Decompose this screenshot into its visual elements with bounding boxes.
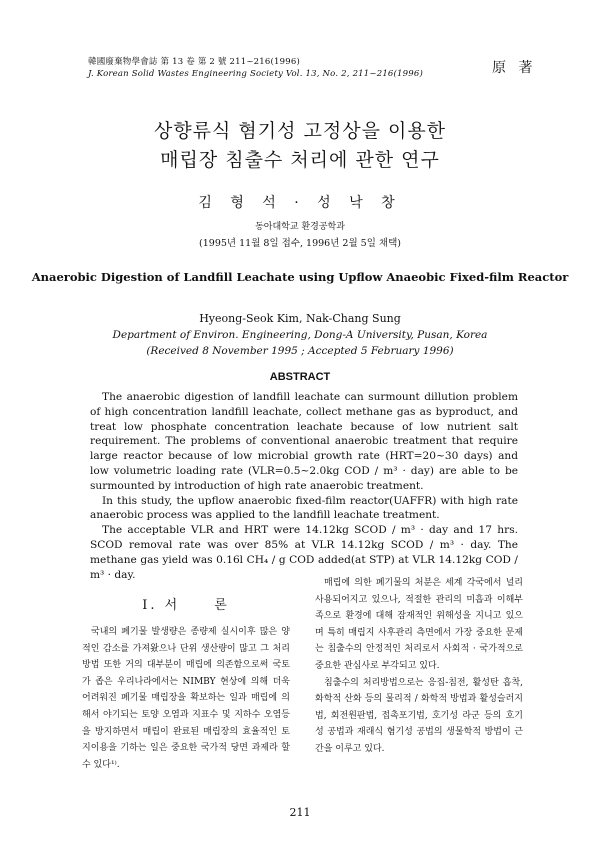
journal-citation-ko: 韓國廢棄物學會誌 第 13 卷 第 2 號 211~216(1996) [88,57,300,67]
section-number: I. 서 [142,598,181,613]
body-column-right [315,575,523,758]
abstract-paragraph: The acceptable VLR and HRT were 14.12kg SCOD / m³ · day and 17 hrs. SCOD removal rate was over 85% at VLR 14.12kg SCOD / m³ · day. The methane gas yield was 0.16l CH₄ / g COD added(at STP) at VLR 14.12kg COD / m³ · day. [90,524,518,581]
received-dates-en: (Received 8 November 1995 ; Accepted 5 February 1996) [146,345,454,357]
body-paragraph: 매립에 의한 폐기물의 처분은 세계 각국에서 널리 사용되어지고 있으나, 적절한 관리의 미흡과 이해부족으로 환경에 대해 잠재적인 위해성을 지니고 있으며 특히 매립지 사후관리 측면에서 가장 중요한 문제는 침출수의 안정적인 처리로서 사회적 · 국가적으로 중요한 관심사로 부각되고 있다. [315,578,523,671]
abstract-paragraph: In this study, the upflow anaerobic fixed-film reactor(UAFFR) with high rate anaerobic process was applied to the landfill leachate treatment. [90,494,518,522]
journal-header [88,56,423,80]
abstract-heading: ABSTRACT [269,371,331,383]
article-type-tag: 原 著 [492,60,537,76]
authors-ko: 김 형 석 · 성 낙 창 [198,195,402,211]
section-word: 론 [214,598,230,613]
authors-en: Hyeong-Seok Kim, Nak-Chang Sung [199,312,401,325]
body-paragraph: 침출수의 처리방법으로는 응집-침전, 활성탄 흡착, 화학적 산화 등의 물리적 / 화학적 방법과 활성슬러지법, 회전원판법, 접촉포기법, 호기성 라군 등의 호기성 공법과 재래식 혐기성 공법의 생물학적 방법이 근간을 이루고 있다. [315,677,523,754]
department-en: Department of Environ. Engineering, Dong-A University, Pusan, Korea [112,329,488,341]
dates-ko: (1995년 11월 8일 접수, 1996년 2월 5일 채택) [199,238,401,249]
title-ko-line2: 매립장 침출수 처리에 관한 연구 [160,149,440,171]
title-ko-line1: 상향류식 혐기성 고정상을 이용한 [153,120,447,142]
journal-citation-en: J. Korean Solid Wastes Engineering Society Vol. 13, No. 2, 211~216(1996) [88,69,424,79]
page-number: 211 [289,806,311,819]
abstract-body [90,390,518,582]
body-paragraph: 국내의 폐기물 발생량은 종량제 실시이후 많은 양적인 감소를 가져왔으나 단위 생산량이 많고 그 처리 방법 또한 거의 대부분이 매립에 의존함으로써 국토가 좁은 우리나라에서는 NIMBY 현상에 의해 더욱 어려워진 폐기물 매립장을 확보하는 일과 매립에 의해서 야기되는 토양 오염과 지표수 및 지하수 오염등을 방지하면서 매립이 완료된 매립장의 효율적인 토지이용을 기하는 일은 중요한 국가적 당면 과제라 할 수 있다¹⁾. [82,627,290,770]
body-column-left [82,624,290,773]
section-heading-introduction [82,594,290,613]
title-en: Anaerobic Digestion of Landfill Leachate using Upflow Anaeobic Fixed-film Reactor [31,270,569,284]
abstract-paragraph: The anaerobic digestion of landfill leachate can surmount dillution problem of high concentration landfill leachate, collect methane gas as byproduct, and treat low phosphate concentration leachate because of low nutrient salt requirement. The problems of conventional anaerobic treatment that require large reactor because of low microbial growth rate (HRT=20~30 days) and low volumetric loading rate (VLR=0.5~2.0kg COD / m³ · day) are able to be surmounted by introduction of high rate anaerobic treatment. [90,391,518,492]
affiliation-ko: 동아대학교 환경공학과 [255,222,345,232]
